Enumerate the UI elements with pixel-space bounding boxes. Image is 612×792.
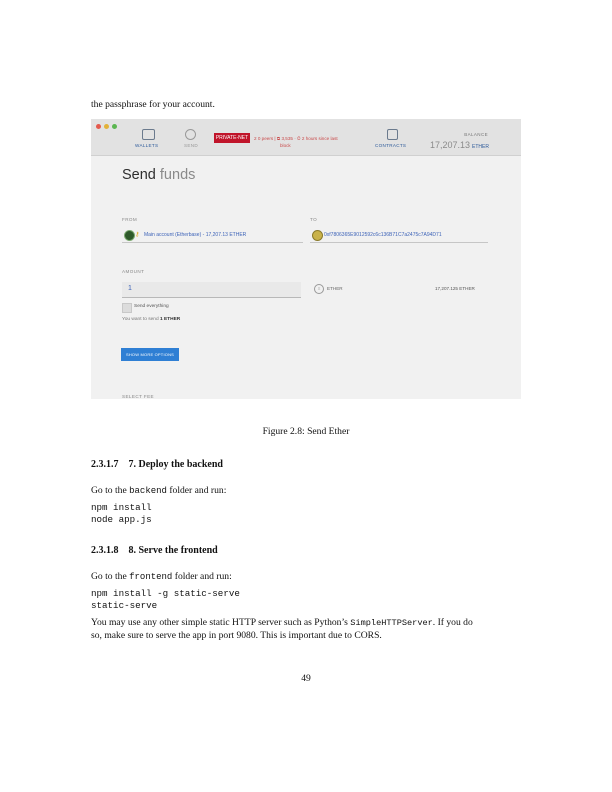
closing-text: . If you do [432,617,473,628]
maximize-window-dot[interactable] [112,124,117,129]
available-balance: 17,207.125 ETHER [435,286,475,291]
network-badge: PRIVATE-NET [215,135,249,141]
amount-label: AMOUNT [122,269,145,274]
title-bold: Send [122,167,156,183]
instruction-suffix: folder and run: [169,485,227,496]
select-fee-label: SELECT FEE [122,394,154,399]
nav-contracts[interactable]: CONTRACTS [375,143,407,148]
send-summary-amount: 1 ETHER [159,317,181,322]
frontend-instruction [91,570,232,584]
backend-instruction [91,484,226,498]
section-heading-deploy-backend [91,459,223,470]
closing-text: You may use any other simple static HTTP server such as Python’s [91,617,348,628]
contracts-icon[interactable] [387,129,398,140]
balance-value [430,140,489,150]
backend-folder-name: backend [129,486,167,496]
code-line: npm install [91,502,152,513]
closing-line-2: so, make sure to serve the app in port 9080. This is important due to CORS. [91,630,382,641]
intro-text: the passphrase for your account. [91,99,215,110]
send-everything-label: Send everything [134,304,169,309]
account-identicon [124,230,135,241]
page-number: 49 [301,673,311,684]
send-ether-screenshot [91,119,521,399]
section-title: 7. Deploy the backend [128,459,223,470]
send-icon[interactable] [185,129,196,140]
instruction-suffix: folder and run: [174,571,232,582]
instruction-prefix: Go to the [91,485,127,496]
balance-label: BALANCE [464,132,488,137]
balance-unit: ETHER [472,144,489,150]
network-status-cont: block [280,143,291,148]
from-value: Main account (Etherbase) - 17,207.13 ETHER [144,232,247,238]
to-label: TO [310,217,318,222]
close-window-dot[interactable] [96,124,101,129]
closing-line-1 [91,616,523,630]
server-name: SimpleHTTPServer [350,618,433,628]
nav-send[interactable]: SEND [184,143,198,148]
code-line: static-serve [91,600,158,611]
code-line: node app.js [91,514,152,525]
from-select[interactable] [122,229,303,243]
wallet-topbar [91,119,521,156]
section-title: 8. Serve the frontend [128,545,218,556]
frontend-folder-name: frontend [129,572,173,582]
send-funds-title [122,167,195,183]
nav-wallets[interactable]: WALLETS [135,143,159,148]
show-more-options-button[interactable]: SHOW MORE OPTIONS [121,348,179,361]
ether-icon: Ξ [314,284,324,294]
balance-amount: 17,207.13 [430,140,471,150]
minimize-window-dot[interactable] [104,124,109,129]
section-number: 2.3.1.8 [91,545,119,556]
title-light: funds [159,167,196,183]
section-number: 2.3.1.7 [91,459,119,470]
amount-input[interactable] [122,282,301,298]
wallet-icon[interactable] [142,129,155,140]
figure-caption: Figure 2.8: Send Ether [262,426,350,437]
code-line: npm install -g static-serve [91,588,240,599]
amount-value: 1 [128,285,132,292]
from-label: FROM [122,217,138,222]
unit-label[interactable]: ETHER [327,286,343,291]
instruction-prefix: Go to the [91,571,127,582]
send-summary [122,317,180,322]
to-address-input[interactable] [310,229,488,243]
send-summary-prefix: You want to send [122,317,159,322]
section-heading-serve-frontend [91,545,218,556]
key-icon: ⚷ [135,232,140,238]
recipient-identicon [312,230,323,241]
network-status: 2 0 peers | ⧉ 3,535 · ⏱ 2 hours since last [254,136,338,141]
send-everything-checkbox[interactable] [122,303,132,313]
to-value: 0xf7806365E9012592c6c136B71C7a2475c7A94D71 [324,232,442,238]
